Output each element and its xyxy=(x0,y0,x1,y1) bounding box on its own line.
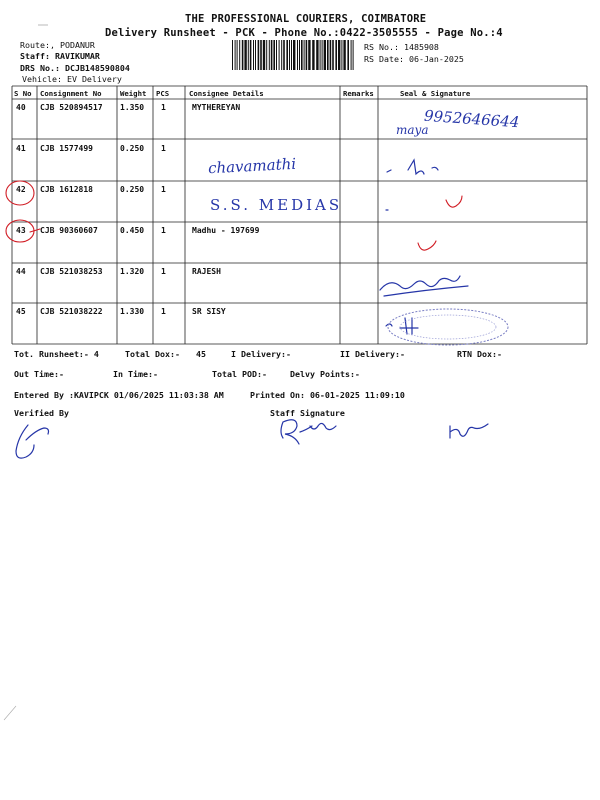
printed-on: Printed On: 06-01-2025 11:09:10 xyxy=(250,390,405,400)
handwritten-name-42: S.S. MEDIAS xyxy=(210,196,343,214)
row-sno: 42 xyxy=(16,185,26,194)
i-delivery: I Delivery:- xyxy=(231,349,291,359)
red-scribble-43 xyxy=(418,241,436,250)
row-sno: 44 xyxy=(16,267,26,276)
barcode-bar xyxy=(253,40,254,70)
row-consignment: CJB 521038222 xyxy=(40,307,103,316)
barcode-bar xyxy=(276,40,277,70)
row-consignment: CJB 1612818 xyxy=(40,185,93,194)
row-consignment: CJB 1577499 xyxy=(40,144,93,153)
rtn-dox: RTN Dox:- xyxy=(457,349,502,359)
col-seal-signature: Seal & Signature xyxy=(400,89,471,98)
row-pcs: 1 xyxy=(161,307,166,316)
total-pod: Total POD:- xyxy=(212,369,267,379)
barcode-bar xyxy=(269,40,270,70)
barcode-bar xyxy=(351,40,352,70)
row-consignment: CJB 520894517 xyxy=(40,103,103,112)
route: Route:, PODANUR xyxy=(20,40,95,50)
row-consignee: MYTHEREYAN xyxy=(192,103,241,112)
row-sno: 40 xyxy=(16,103,26,112)
barcode-bar xyxy=(332,40,334,70)
barcode-bar xyxy=(273,40,275,70)
barcode-bar xyxy=(306,40,308,70)
barcode-bar xyxy=(289,40,290,70)
row-consignment: CJB 521038253 xyxy=(40,267,103,276)
handwritten-name-41: chavamathi xyxy=(207,154,297,178)
barcode-bar xyxy=(343,40,345,70)
row-pcs: 1 xyxy=(161,267,166,276)
barcode-bar xyxy=(301,40,303,70)
row-sno: 43 xyxy=(16,226,26,235)
col-pcs: PCS xyxy=(156,89,170,98)
barcode-bar xyxy=(283,40,285,70)
row-weight: 1.350 xyxy=(120,103,145,112)
rs-date: RS Date: 06-Jan-2025 xyxy=(364,54,464,64)
barcode-bar xyxy=(335,40,337,70)
delvy-points: Delvy Points:- xyxy=(290,369,360,379)
row-pcs: 1 xyxy=(161,144,166,153)
col-remarks: Remarks xyxy=(343,89,374,98)
barcode-bar xyxy=(232,40,233,70)
row-weight: 0.450 xyxy=(120,226,145,235)
barcode-bar xyxy=(266,40,267,70)
row-pcs: 1 xyxy=(161,185,166,194)
col-sno: S No xyxy=(14,89,32,98)
barcode-bar xyxy=(353,40,354,70)
barcode-bar xyxy=(291,40,292,70)
row-weight: 1.330 xyxy=(120,307,145,316)
handwritten-phone: 9952646644 xyxy=(423,106,520,132)
company-name: THE PROFESSIONAL COURIERS, COIMBATORE xyxy=(185,13,427,25)
row-sno: 45 xyxy=(16,307,26,316)
row-pcs: 1 xyxy=(161,226,166,235)
barcode-bar xyxy=(347,40,349,70)
row-consignee: Madhu - 197699 xyxy=(192,226,260,235)
barcode-bar xyxy=(304,40,305,70)
barcode-bar xyxy=(293,40,295,70)
barcode-bar xyxy=(263,40,265,70)
barcode-bar xyxy=(327,40,329,70)
barcode-bar xyxy=(297,40,298,70)
barcode-bar xyxy=(258,40,260,70)
total-dox-value: 45 xyxy=(196,349,206,359)
barcode-bar xyxy=(250,40,252,70)
barcode-bar xyxy=(330,40,332,70)
barcode-bar xyxy=(237,40,238,70)
total-dox-label: Total Dox:- xyxy=(125,349,180,359)
barcode-bar xyxy=(312,40,314,70)
barcode-bar xyxy=(255,40,256,70)
col-consignment: Consignment No xyxy=(40,89,102,98)
ii-delivery: II Delivery:- xyxy=(340,349,405,359)
red-scribble-42 xyxy=(446,196,462,207)
staff-signature-label: Staff Signature xyxy=(270,408,345,418)
row-consignee: RAJESH xyxy=(192,267,221,276)
col-consignee: Consignee Details xyxy=(189,89,264,98)
barcode-bar xyxy=(239,40,240,70)
barcode-bar xyxy=(299,40,300,70)
barcode-bar xyxy=(260,40,262,70)
drs-number: DRS No.: DCJB148590804 xyxy=(20,63,130,73)
barcode-bar xyxy=(248,40,249,70)
entered-by: Entered By :KAVIPCK 01/06/2025 11:03:38 AM xyxy=(14,390,224,400)
barcode-bar xyxy=(281,40,282,70)
barcode xyxy=(232,40,354,70)
barcode-bar xyxy=(279,40,280,70)
row-consignee: SR SISY xyxy=(192,307,226,316)
barcode-bar xyxy=(235,40,236,70)
row-consignment: CJB 90360607 xyxy=(40,226,98,235)
signature-row45 xyxy=(386,318,418,334)
verified-signature xyxy=(16,425,49,458)
row-weight: 1.320 xyxy=(120,267,145,276)
verified-by: Verified By xyxy=(14,408,69,418)
in-time: In Time:- xyxy=(113,369,158,379)
stamp-outline xyxy=(388,309,508,345)
out-time: Out Time:- xyxy=(14,369,64,379)
signature-row41 xyxy=(408,160,438,174)
barcode-bar xyxy=(286,40,288,70)
rs-number: RS No.: 1485908 xyxy=(364,42,439,52)
staff-signature-1 xyxy=(281,420,336,444)
row-weight: 0.250 xyxy=(120,144,145,153)
staff: Staff: RAVIKUMAR xyxy=(20,51,100,61)
barcode-bar xyxy=(242,40,244,70)
barcode-bar xyxy=(341,40,342,70)
barcode-bar xyxy=(244,40,246,70)
row-weight: 0.250 xyxy=(120,185,145,194)
barcode-bar xyxy=(338,40,340,70)
row-sno: 41 xyxy=(16,144,26,153)
tot-runsheet: Tot. Runsheet:- 4 xyxy=(14,349,99,359)
runsheet-title: Delivery Runsheet - PCK - Phone No.:0422-3505555 - Page No.:4 xyxy=(105,27,503,39)
barcode-bar xyxy=(308,40,310,70)
barcode-bar xyxy=(271,40,273,70)
col-weight: Weight xyxy=(120,89,147,98)
barcode-bar xyxy=(320,40,321,70)
signature-row44 xyxy=(380,276,468,296)
barcode-bar xyxy=(316,40,318,70)
barcode-bar xyxy=(322,40,323,70)
handwritten-signature-40: maya xyxy=(396,123,429,137)
vehicle: Vehicle: EV Delivery xyxy=(22,74,122,84)
staff-signature-2 xyxy=(450,424,488,438)
row-pcs: 1 xyxy=(161,103,166,112)
barcode-bar xyxy=(324,40,326,70)
